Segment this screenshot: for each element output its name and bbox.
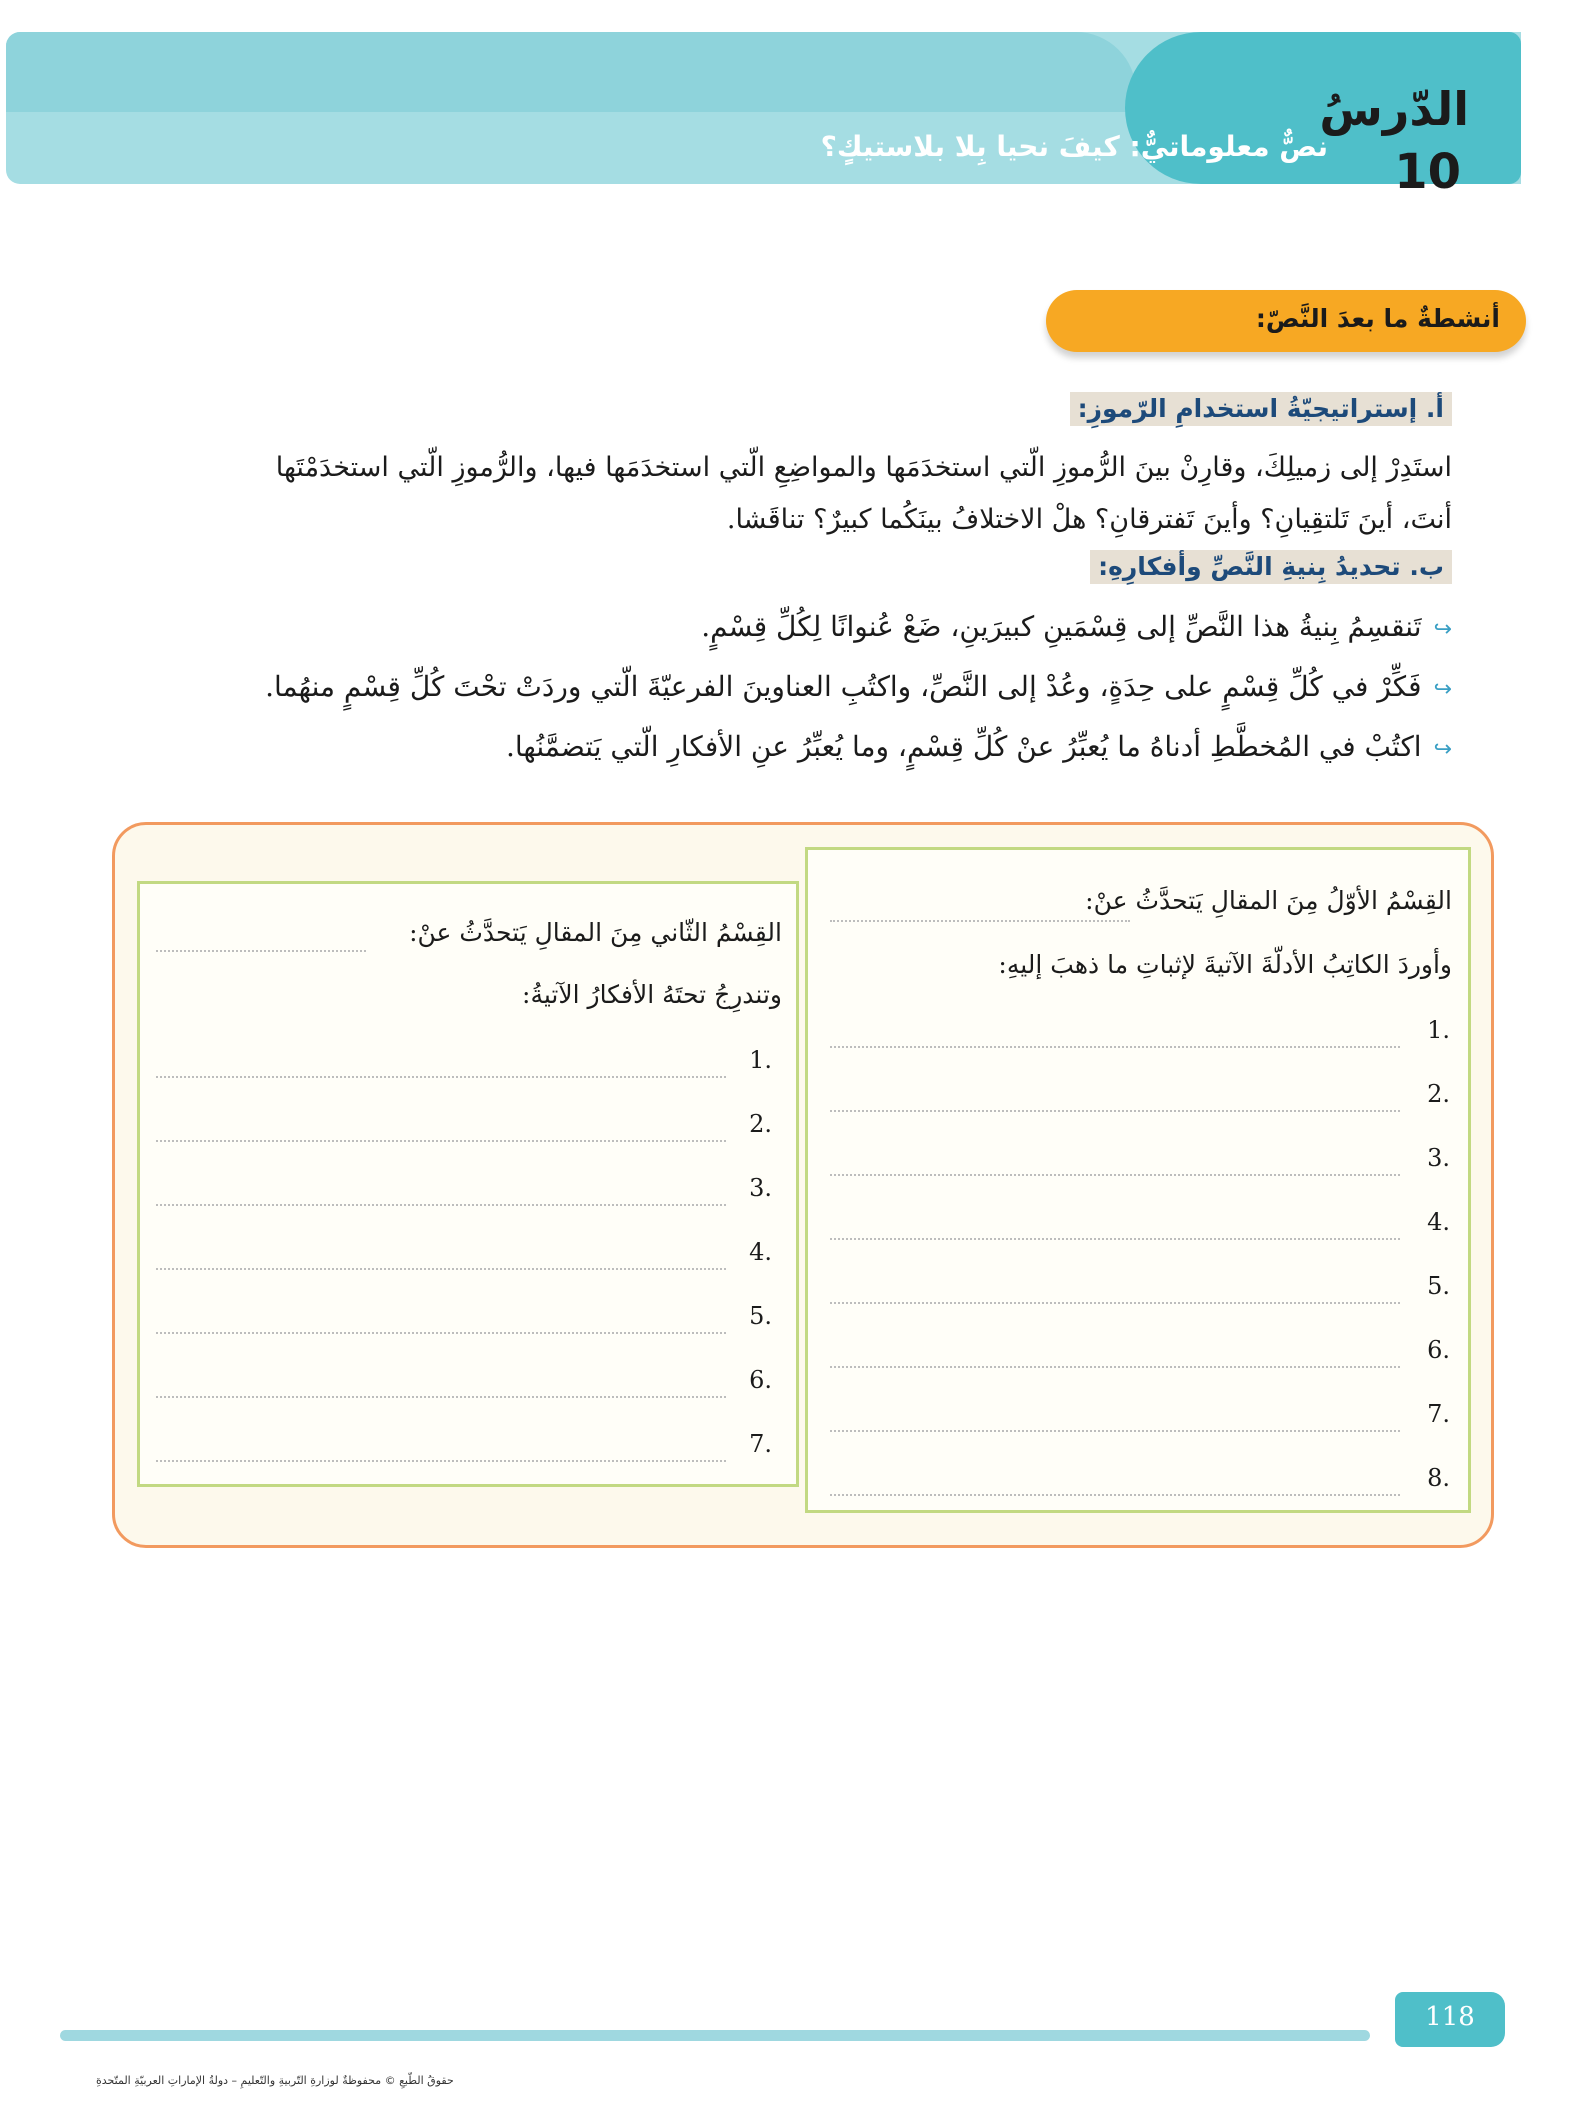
part-a-line-1: استَدِرْ إلى زميلِكَ، وقارِنْ بينَ الرُّموزِ الّتي استخدَمَها والمواضِعِ الّتي استخدَمَها فيها، والرُّموزِ الّتي استخدَمْتَها bbox=[275, 452, 1452, 483]
page-number: 118 bbox=[1425, 2002, 1475, 2032]
answer-line[interactable] bbox=[156, 1460, 726, 1462]
item-number: .5 bbox=[1427, 1272, 1450, 1300]
section-2-box bbox=[137, 881, 799, 1487]
page-title: نصٌّ معلوماتيٌّ: كيفَ نحيا بِلا بلاستيكٍ؟ bbox=[820, 130, 1328, 163]
page-number-tab bbox=[1395, 1992, 1505, 2047]
item-number: .7 bbox=[1427, 1400, 1450, 1428]
item-number: .5 bbox=[749, 1302, 772, 1330]
lesson-number: 10 bbox=[1394, 144, 1461, 200]
item-number: .6 bbox=[749, 1366, 772, 1394]
answer-line[interactable] bbox=[830, 1302, 1400, 1304]
lesson-label: الدّرسُ bbox=[1319, 82, 1469, 136]
answer-line[interactable] bbox=[830, 1494, 1400, 1496]
answer-line[interactable] bbox=[156, 1268, 726, 1270]
answer-line[interactable] bbox=[156, 1140, 726, 1142]
bullet-item: ↪فَكِّرْ في كُلِّ قِسْمٍ على حِدَةٍ، وعُدْ إلى النَّصِّ، واكتُبِ العناوينَ الفرعيّةَ الّتي وردَتْ تحْتَ كُلِّ قِسْمٍ منهُما. bbox=[265, 670, 1452, 703]
answer-line[interactable] bbox=[156, 1204, 726, 1206]
section-2-sub: وتندرِجُ تحتَهُ الأفكارُ الآتيةُ: bbox=[522, 980, 782, 1009]
item-number: .4 bbox=[749, 1238, 772, 1266]
answer-line[interactable] bbox=[830, 1366, 1400, 1368]
item-number: .4 bbox=[1427, 1208, 1450, 1236]
item-number: .1 bbox=[749, 1046, 772, 1074]
pencil-arrow-icon: ↪ bbox=[1433, 737, 1452, 762]
answer-line[interactable] bbox=[156, 1076, 726, 1078]
answer-line[interactable] bbox=[156, 1396, 726, 1398]
part-b-heading: ب. تحديدُ بِنيةِ النَّصِّ وأفكارِهِ: bbox=[1090, 550, 1452, 584]
bullet-item: ↪تَنقسِمُ بِنيةُ هذا النَّصِّ إلى قِسْمَينِ كبيرَينِ، ضَعْ عُنوانًا لِكُلِّ قِسْمٍ. bbox=[701, 610, 1452, 643]
pencil-arrow-icon: ↪ bbox=[1433, 617, 1452, 642]
item-number: .3 bbox=[1427, 1144, 1450, 1172]
answer-line[interactable] bbox=[156, 950, 366, 952]
worksheet-box bbox=[112, 822, 1494, 1548]
section-1-label: القِسْمُ الأوّلُ مِنَ المقالِ يَتحدَّثُ عنْ: bbox=[1085, 886, 1452, 915]
answer-line[interactable] bbox=[830, 1110, 1400, 1112]
section-1-box bbox=[805, 847, 1471, 1513]
item-number: .2 bbox=[749, 1110, 772, 1138]
header-band-top bbox=[6, 32, 1136, 112]
part-a-heading: أ. إستراتيجيّةُ استخدامِ الرّموزِ: bbox=[1070, 392, 1452, 426]
item-number: .6 bbox=[1427, 1336, 1450, 1364]
answer-line[interactable] bbox=[830, 1238, 1400, 1240]
answer-line[interactable] bbox=[156, 1332, 726, 1334]
section-banner-label: أنشطةٌ ما بعدَ النَّصّ: bbox=[1255, 304, 1500, 333]
item-number: .7 bbox=[749, 1430, 772, 1458]
item-number: .8 bbox=[1427, 1464, 1450, 1492]
section-1-sub: وأوردَ الكاتِبُ الأدلّةَ الآتيةَ لإثباتِ ما ذهبَ إليهِ: bbox=[998, 950, 1452, 979]
answer-line[interactable] bbox=[830, 1174, 1400, 1176]
part-a-line-2: أنتَ، أينَ تَلتقِيانِ؟ وأينَ تَفترقانِ؟ هلْ الاختلافُ بينَكُما كبيرٌ؟ تناقَشا. bbox=[726, 504, 1452, 535]
item-number: .3 bbox=[749, 1174, 772, 1202]
pencil-arrow-icon: ↪ bbox=[1433, 677, 1452, 702]
answer-line[interactable] bbox=[830, 1430, 1400, 1432]
answer-line[interactable] bbox=[830, 1046, 1400, 1048]
answer-line[interactable] bbox=[830, 920, 1130, 922]
item-number: .1 bbox=[1427, 1016, 1450, 1044]
section-2-label: القِسْمُ الثّاني مِنَ المقالِ يَتحدَّثُ عنْ: bbox=[409, 918, 782, 947]
bullet-item: ↪اكتُبْ في المُخطَّطِ أدناهُ ما يُعبِّرُ عنْ كُلِّ قِسْمٍ، وما يُعبِّرُ عنِ الأفكارِ الّتي يَتضمَّنُها. bbox=[505, 730, 1452, 763]
footer-bar bbox=[60, 2030, 1370, 2041]
item-number: .2 bbox=[1427, 1080, 1450, 1108]
copyright-notice: حقوقُ الطّبعِ © محفوظةٌ لوزارةِ التّربيةِ والتّعليمِ – دولةُ الإماراتِ العربيّةِ المتّحدةِ bbox=[96, 2074, 454, 2087]
section-banner bbox=[1046, 290, 1526, 352]
